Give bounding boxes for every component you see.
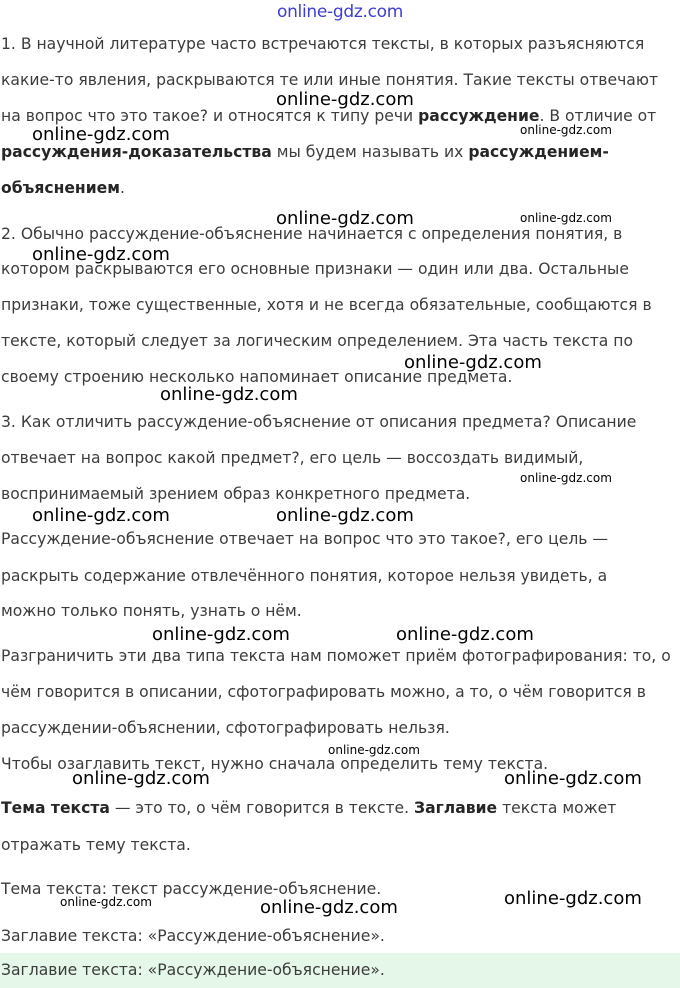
text-line (1, 412, 636, 432)
answer-text: Заглавие текста: «Рассуждение-объяснение». (1, 961, 385, 979)
text-segment: Тема текста: текст рассуждение-объяснение. (1, 880, 382, 898)
text-segment: рассуждении-объяснении, сфотографировать нельзя. (1, 719, 450, 737)
text-line (1, 798, 616, 818)
text-segment: Заглавие текста: «Рассуждение-объяснение». (1, 927, 385, 945)
bold-term: рассуждением- (468, 143, 609, 161)
watermark-text: online-gdz.com (276, 89, 414, 110)
text-line (1, 754, 548, 774)
text-line (1, 448, 583, 468)
text-line (1, 718, 450, 738)
text-line (1, 224, 622, 244)
text-segment: 2. Обычно рассуждение-объяснение начинается с определения понятия, в (1, 225, 623, 243)
watermark-text: online-gdz.com (504, 888, 642, 909)
text-segment: раскрыть содержание отвлечённого понятия, которое нельзя увидеть, а (1, 567, 608, 585)
site-link[interactable]: online-gdz.com (276, 2, 403, 22)
text-segment: 3. Как отличить рассуждение-объяснение от описания предмета? Описание (1, 413, 637, 431)
watermark-text: online-gdz.com (32, 244, 170, 265)
watermark-text: online-gdz.com (276, 505, 414, 526)
watermark-text: online-gdz.com (396, 624, 534, 645)
watermark-text: online-gdz.com (152, 624, 290, 645)
watermark-text: online-gdz.com (72, 768, 210, 789)
text-segment: чём говорится в описании, сфотографировать можно, а то, о чём говорится в (1, 683, 646, 701)
text-line (1, 646, 671, 666)
text-segment: — это то, о чём говорится в тексте. (109, 799, 415, 817)
text-segment: . (119, 179, 125, 197)
watermark-text: online-gdz.com (404, 352, 542, 373)
text-segment: воспринимаемый зрением образ конкретного предмета. (1, 485, 471, 503)
text-line (1, 926, 385, 946)
text-line (1, 142, 609, 162)
text-segment: отвечает на вопрос какой предмет?, его цель — воссоздать видимый, (1, 449, 584, 467)
text-segment: Разграничить эти два типа текста нам поможет приём фотографирования: то, о (1, 647, 671, 665)
bold-term: рассуждения-доказательства (1, 143, 272, 161)
text-segment: тексте, который следует за логическим определением. Эта часть текста по (1, 332, 634, 350)
text-segment: текста может (497, 799, 617, 817)
watermark-text: online-gdz.com (60, 895, 152, 909)
text-line (1, 178, 125, 198)
text-line (1, 259, 629, 279)
text-segment: котором раскрываются его основные признаки — один или два. Остальные (1, 260, 629, 278)
answer-box (0, 953, 680, 988)
watermark-text: online-gdz.com (520, 123, 612, 137)
watermark-text: online-gdz.com (504, 768, 642, 789)
watermark-text: online-gdz.com (32, 124, 170, 145)
text-segment: мы будем называть их (271, 143, 469, 161)
text-segment: можно только понять, узнать о нём. (1, 602, 302, 620)
watermark-text: online-gdz.com (260, 897, 398, 918)
watermark-text: online-gdz.com (276, 208, 414, 229)
text-segment: какие-то явления, раскрываются те или иные понятия. Такие тексты отвечают (1, 71, 659, 89)
watermark-text: online-gdz.com (328, 743, 420, 757)
text-line (1, 601, 302, 621)
text-segment: . В отличие от (539, 107, 657, 125)
text-line (1, 682, 646, 702)
text-segment: Чтобы озаглавить текст, нужно сначала определить тему текста. (1, 755, 549, 773)
text-line (1, 879, 381, 899)
bold-term: объяснением (1, 179, 120, 197)
text-line (1, 367, 512, 387)
text-line (1, 331, 633, 351)
text-line (1, 835, 191, 855)
text-segment: своему строению несколько напоминает описание предмета. (1, 368, 513, 386)
text-segment: Рассуждение-объяснение отвечает на вопрос что это такое?, его цель — (1, 530, 609, 548)
text-segment: отражать тему текста. (1, 836, 191, 854)
text-segment: на вопрос что это такое? и относятся к типу речи (1, 107, 419, 125)
text-line (1, 484, 470, 504)
bold-term: рассуждение (418, 107, 540, 125)
text-line (1, 34, 644, 54)
watermark-text: online-gdz.com (160, 384, 298, 405)
text-segment: 1. В научной литературе часто встречаются тексты, в которых разъясняются (1, 35, 645, 53)
text-line (1, 70, 658, 90)
text-line (1, 529, 608, 549)
text-line (1, 295, 652, 315)
text-segment: признаки, тоже существенные, хотя и не всегда обязательные, сообщаются в (1, 296, 652, 314)
bold-term: Тема текста (1, 799, 110, 817)
bold-term: Заглавие (414, 799, 498, 817)
text-line (1, 106, 656, 126)
watermark-text: online-gdz.com (520, 211, 612, 225)
watermark-text: online-gdz.com (32, 505, 170, 526)
text-line (1, 566, 607, 586)
watermark-text: online-gdz.com (520, 471, 612, 485)
